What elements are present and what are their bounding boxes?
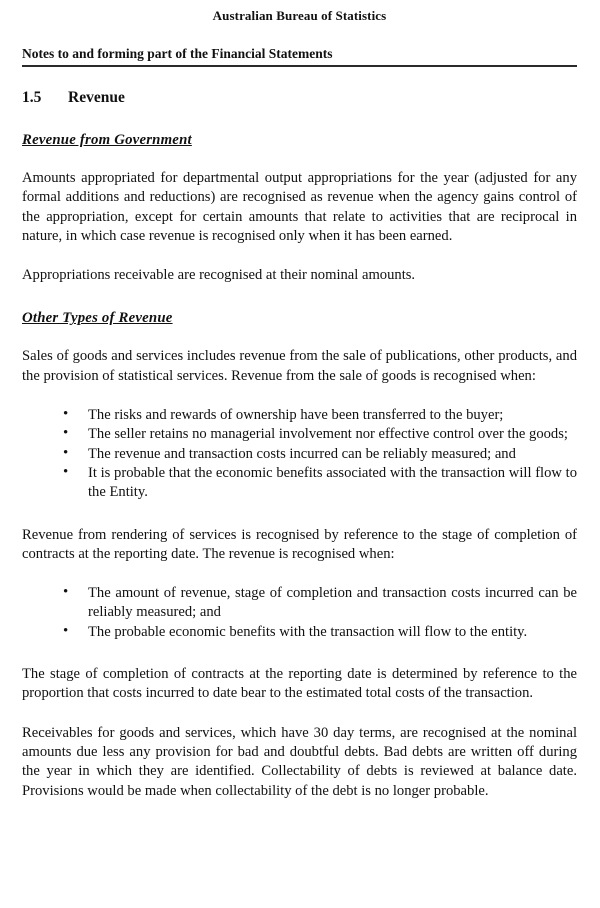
- subheading-other-types-of-revenue: Other Types of Revenue: [22, 310, 173, 327]
- paragraph-receivables: Receivables for goods and services, which have 30 day terms, are recognised at the nominal amounts due less any provision for bad and doubtful debts. Bad debts are written off during the year in which they are identified. Collectability of debts is reviewed at balance date. Provisions would be made when collectability of the debt is no longer probable.: [22, 724, 577, 799]
- section-heading: [22, 89, 577, 107]
- document-header: [22, 8, 577, 67]
- services-revenue-bullet-list: [22, 584, 577, 642]
- subheading-revenue-from-government: Revenue from Government: [22, 132, 192, 148]
- paragraph-rendering-of-services: Revenue from rendering of services is recognised by reference to the stage of completion of contracts at the reporting date. The revenue is recognised when:: [22, 526, 577, 562]
- goods-revenue-bullet-list: [22, 406, 577, 502]
- list-item: • The seller retains no managerial involvement nor effective control over the goods;: [88, 425, 577, 444]
- paragraph-appropriations-receivable: Appropriations receivable are recognised at their nominal amounts.: [22, 267, 416, 284]
- list-item: • The probable economic benefits with the transaction will flow to the entity.: [88, 623, 577, 642]
- paragraph-sales-of-goods: Sales of goods and services includes revenue from the sale of publications, other products, and the provision of statistical services. Revenue from the sale of goods is recognised when:: [22, 348, 577, 384]
- list-item: • The amount of revenue, stage of completion and transaction costs incurred can be reliably measured; and: [88, 584, 577, 623]
- list-item: • The revenue and transaction costs incurred can be reliably measured; and: [88, 445, 577, 464]
- list-item: • It is probable that the economic benefits associated with the transaction will flow to the Entity.: [88, 464, 577, 503]
- list-item: • The risks and rewards of ownership have been transferred to the buyer;: [88, 406, 577, 425]
- paragraph-stage-of-completion: The stage of completion of contracts at the reporting date is determined by reference to the proportion that costs incurred to date bear to the estimated total costs of the transaction.: [22, 666, 577, 702]
- paragraph-appropriations: Amounts appropriated for departmental output appropriations for the year (adjusted for any formal additions and reductions) are recognised as revenue when the agency gains control of the appropriation, except for certain amounts that relate to activities that are reciprocal in nature, in which case revenue is recognised only when it has been earned.: [22, 170, 577, 244]
- organisation-title: Australian Bureau of Statistics: [212, 8, 387, 23]
- section-number: 1.5: [22, 89, 42, 106]
- section-title: Revenue: [68, 89, 125, 106]
- document-subtitle: Notes to and forming part of the Financial Statements: [22, 46, 577, 67]
